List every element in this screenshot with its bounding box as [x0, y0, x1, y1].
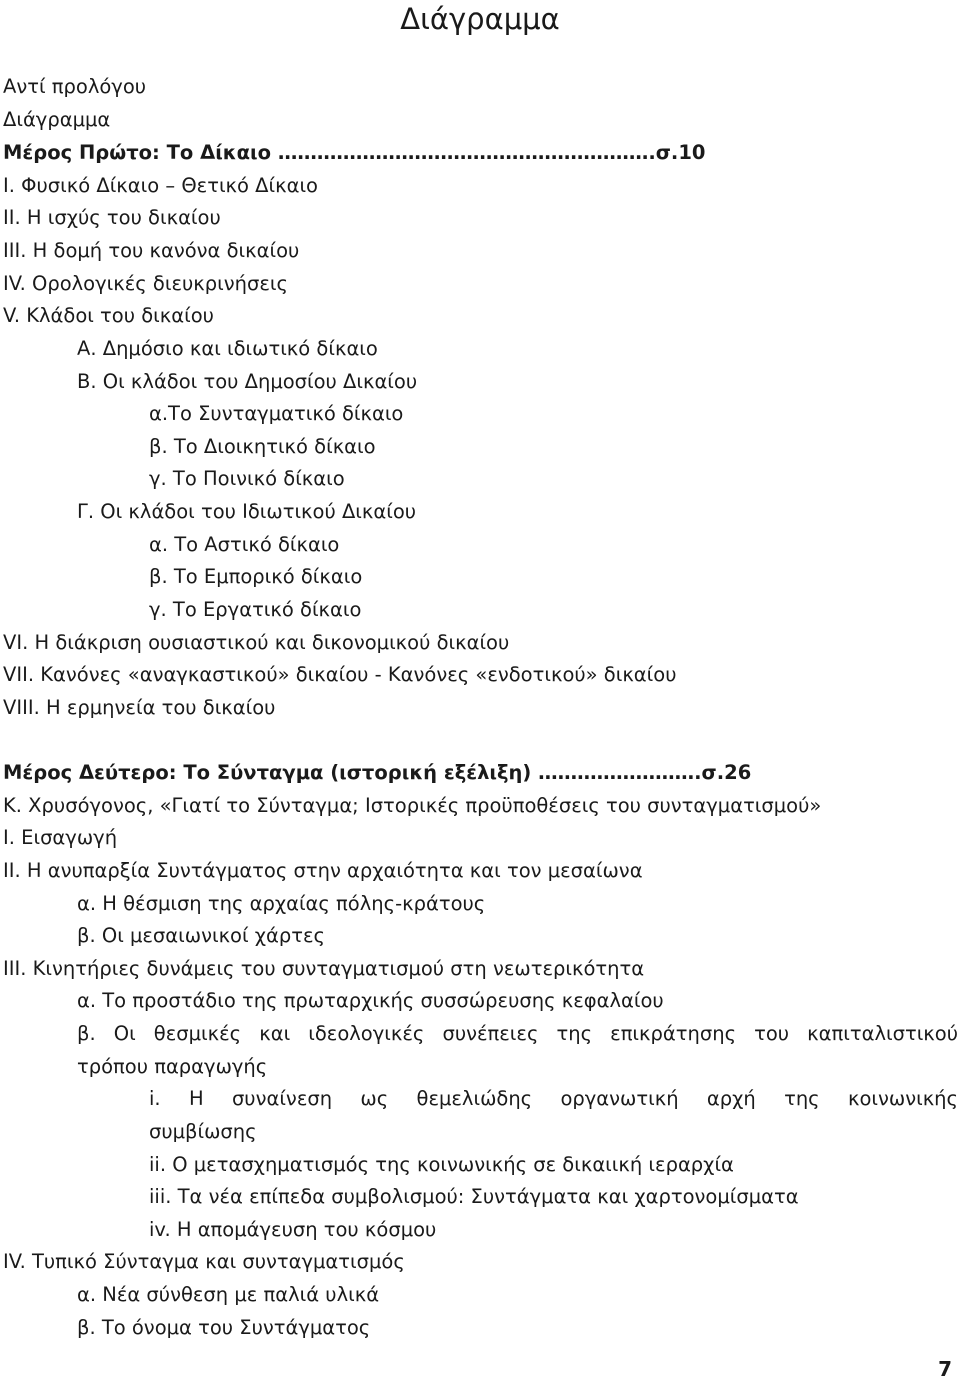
- toc-subentry: β. Οι μεσαιωνικοί χάρτες: [77, 924, 326, 947]
- toc-subentry: Α. Δημόσιο και ιδιωτικό δίκαιο: [77, 337, 378, 360]
- toc-entry: V. Κλάδοι του δικαίου: [3, 304, 214, 327]
- toc-part-heading-text: Μέρος Πρώτο: Το Δίκαιο ………………………………………………….σ.10: [3, 141, 706, 164]
- toc-part-heading: [3, 137, 928, 169]
- toc-subsubentry-continued: συμβίωσης: [149, 1120, 257, 1143]
- toc-entry: VIII. Η ερμηνεία του δικαίου: [3, 696, 276, 719]
- toc-entry: VI. Η διάκριση ουσιαστικού και δικονομικού δικαίου: [3, 631, 510, 654]
- toc-subsubentry: i. Η συναίνεση ως θεμελιώδης οργανωτική αρχή της κοινωνικής: [149, 1087, 958, 1110]
- toc-entry: III. Η δομή του κανόνα δικαίου: [3, 239, 300, 262]
- toc-subentry: α. Η θέσμιση της αρχαίας πόλης-κράτους: [77, 892, 486, 915]
- toc-subsubentry: β. Το Εμπορικό δίκαιο: [149, 565, 363, 588]
- toc-subsubentry: iii. Τα νέα επίπεδα συμβολισμού: Συντάγματα και χαρτονομίσματα: [149, 1185, 799, 1208]
- toc-subsubentry: γ. Το Ποινικό δίκαιο: [149, 467, 345, 490]
- toc-subsubentry: α.Το Συνταγματικό δίκαιο: [149, 402, 404, 425]
- toc-entry-preface: Αντί προλόγου: [3, 75, 147, 98]
- toc-subentry: Β. Οι κλάδοι του Δημοσίου Δικαίου: [77, 370, 418, 393]
- toc-subsubentry: α. Το Αστικό δίκαιο: [149, 533, 340, 556]
- toc-part-heading: [3, 757, 928, 789]
- toc-subentry: α. Νέα σύνθεση με παλιά υλικά: [77, 1283, 380, 1306]
- page-title: Διάγραμμα: [400, 2, 560, 36]
- toc-subentry: α. Το προστάδιο της πρωταρχικής συσσώρευσης κεφαλαίου: [77, 989, 664, 1012]
- toc-subentry-continued: τρόπου παραγωγής: [77, 1055, 268, 1078]
- toc-entry: IV. Ορολογικές διευκρινήσεις: [3, 272, 288, 295]
- toc-entry: II. Η ανυπαρξία Συντάγματος στην αρχαιότητα και τον μεσαίωνα: [3, 859, 643, 882]
- toc-subsubentry: iv. Η απομάγευση του κόσμου: [149, 1218, 437, 1241]
- toc-entry: II. Η ισχύς του δικαίου: [3, 206, 221, 229]
- toc-entry: III. Κινητήριες δυνάμεις του συνταγματισμού στη νεωτερικότητα: [3, 957, 645, 980]
- toc-subentry: β. Το όνομα του Συντάγματος: [77, 1316, 371, 1339]
- toc-entry: I. Φυσικό Δίκαιο – Θετικό Δίκαιο: [3, 174, 318, 197]
- toc-part-heading-text: Μέρος Δεύτερο: Το Σύνταγμα (ιστορική εξέλιξη) …………………….σ.26: [3, 761, 752, 784]
- toc-entry: I. Εισαγωγή: [3, 826, 118, 849]
- toc-entry: VII. Κανόνες «αναγκαστικού» δικαίου - Κανόνες «ενδοτικού» δικαίου: [3, 663, 677, 686]
- toc-entry: IV. Τυπικό Σύνταγμα και συνταγματισμός: [3, 1250, 405, 1273]
- toc-subentry: Γ. Οι κλάδοι του Ιδιωτικού Δικαίου: [77, 500, 417, 523]
- page-number: 7: [938, 1357, 952, 1381]
- toc-entry-outline: Διάγραμμα: [3, 108, 111, 131]
- toc-subsubentry: γ. Το Εργατικό δίκαιο: [149, 598, 362, 621]
- toc-entry: Κ. Χρυσόγονος, «Γιατί το Σύνταγμα; Ιστορικές προϋποθέσεις του συνταγματισμού»: [3, 794, 822, 817]
- toc-subsubentry: ii. Ο μετασχηματισμός της κοινωνικής σε δικαιική ιεραρχία: [149, 1153, 734, 1176]
- toc-subsubentry: β. Το Διοικητικό δίκαιο: [149, 435, 376, 458]
- toc-subentry: β. Οι θεσμικές και ιδεολογικές συνέπειες της επικράτησης του καπιταλιστικού: [77, 1022, 958, 1045]
